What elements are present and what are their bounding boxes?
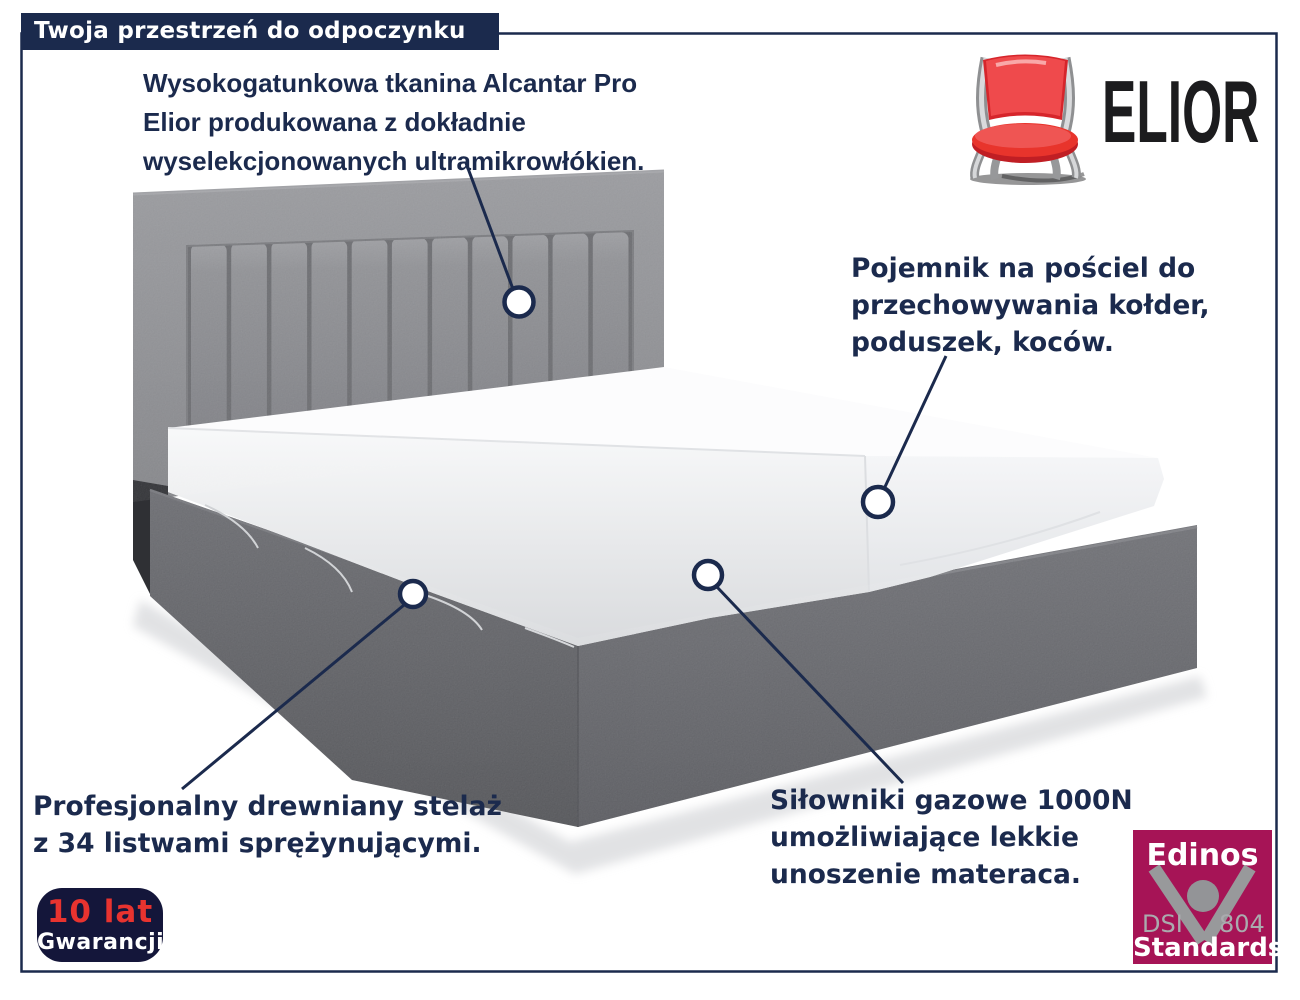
callout-line-text: Profesjonalny drewniany stelaż <box>33 791 502 822</box>
callout-text-lifters <box>770 782 1133 893</box>
callout-line-text: poduszek, koców. <box>851 327 1114 358</box>
callout-line-text: przechowywania kołder, <box>851 290 1210 321</box>
warranty-badge <box>37 888 163 962</box>
edinos-standards-text: Standards <box>1133 933 1284 963</box>
callout-line-text: wyselekcjonowanych ultramikrowłókien. <box>143 146 645 176</box>
callout-line-text: Pojemnik na pościel do <box>851 253 1196 284</box>
warranty-label: Gwarancji <box>37 930 165 955</box>
callout-line-text: Wysokogatunkowa tkanina Alcantar Pro <box>143 68 638 98</box>
banner-title: Twoja przestrzeń do odpoczynku <box>34 18 466 44</box>
callout-text-fabric <box>143 64 644 181</box>
callout-line-text: unoszenie materaca. <box>770 859 1081 890</box>
callout-line-text: z 34 listwami sprężynującymi. <box>33 828 482 859</box>
callout-marker-storage <box>863 487 893 517</box>
edinos-head-icon <box>1187 880 1219 912</box>
callout-line-text: Siłowniki gazowe 1000N <box>770 785 1133 816</box>
callout-marker-fabric <box>505 288 534 317</box>
callout-text-storage <box>851 250 1210 361</box>
brand-wordmark: ELIOR <box>1102 62 1260 161</box>
callout-line-text: Elior produkowana z dokładnie <box>143 107 526 137</box>
warranty-value: 10 lat <box>46 894 154 930</box>
banner <box>21 13 499 50</box>
edinos-dsi-text: DSI <box>1142 910 1183 938</box>
red-chair-icon <box>970 55 1086 186</box>
callout-line-text: umożliwiające lekkie <box>770 822 1079 853</box>
callout-text-slats <box>33 788 502 862</box>
callout-marker-slats <box>400 581 426 607</box>
edinos-804-text: 804 <box>1219 910 1265 938</box>
callout-marker-lifters <box>694 561 722 589</box>
edinos-brand-text: Edinos <box>1146 838 1259 873</box>
